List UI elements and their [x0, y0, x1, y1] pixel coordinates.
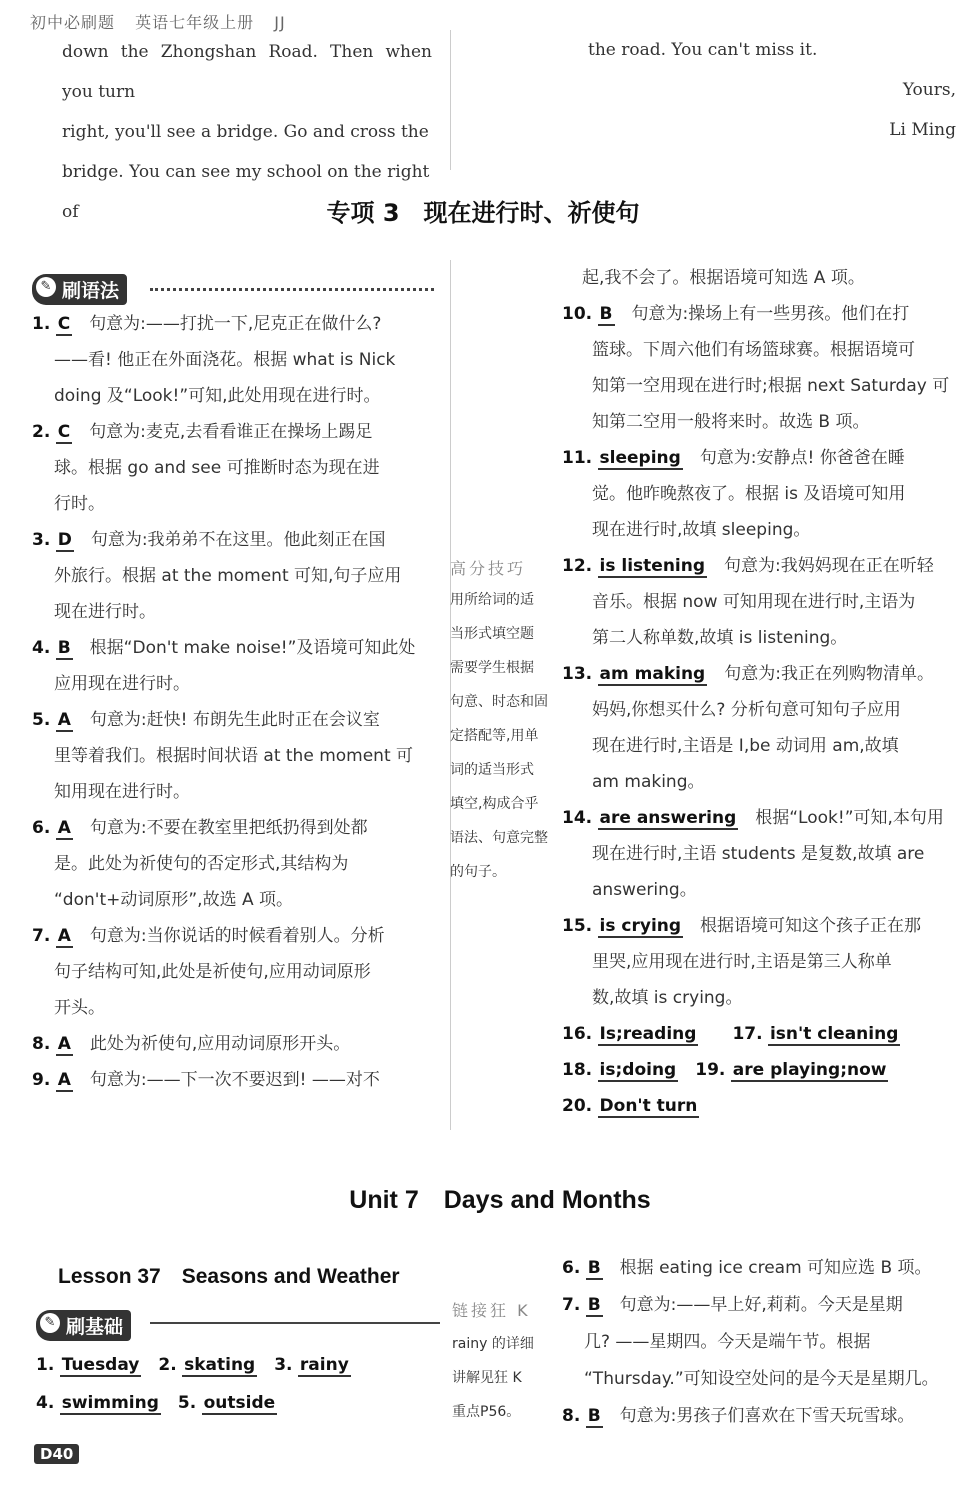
item-text: 此处为祈使句,应用动词原形开头。 — [89, 1034, 351, 1054]
item-answer: C — [57, 314, 71, 334]
item-text: 知用现在进行时。 — [54, 782, 190, 802]
item-number: 3. — [274, 1355, 293, 1375]
item-text: 句意为:当你说话的时候看着别人。分析 — [89, 926, 385, 946]
link-line: 重点P56。 — [452, 1404, 521, 1420]
list-item — [562, 1287, 962, 1398]
letter-line: right, you'll see a bridge. Go and cross the — [62, 122, 429, 142]
item-answer: is;doing — [599, 1060, 677, 1080]
item-text: 句意为:不要在教室里把纸扔得到处都 — [89, 818, 368, 838]
right-answer-list — [562, 260, 960, 1124]
tip-title: 高分技巧 — [450, 559, 527, 578]
grammar-badge — [32, 274, 127, 305]
item-answer: A — [57, 818, 71, 838]
letter-line: bridge. You can see my school on the right of — [62, 162, 430, 222]
item-text: 句意为:麦克,去看看谁正在操场上踢足 — [89, 422, 373, 442]
lesson-title: Lesson 37 Seasons and Weather — [58, 1265, 400, 1288]
basic-answers-row — [36, 1384, 351, 1422]
column-divider-top — [450, 30, 451, 170]
item-text: 句意为:男孩子们喜欢在下雪天玩雪球。 — [619, 1406, 915, 1426]
list-item — [32, 522, 436, 630]
item-number: 7. — [562, 1295, 581, 1315]
link-note — [452, 1298, 556, 1429]
item-text: 句意为:我正在列购物清单。 — [724, 664, 934, 684]
list-item — [562, 800, 960, 908]
item-text: 根据“Don't make noise!”及语境可知此处 — [89, 638, 416, 658]
item-text: 根据“Look!”可知,本句用 — [755, 808, 944, 828]
letter-closing: Yours, — [902, 80, 956, 100]
short-answers-row — [562, 1016, 960, 1052]
item-text: answering。 — [592, 880, 697, 900]
list-item — [562, 1250, 962, 1287]
short-answers-row — [562, 1088, 960, 1124]
item-answer: skating — [184, 1355, 256, 1375]
item-text: 句意为:——下一次不要迟到! ——对不 — [89, 1070, 380, 1090]
running-header — [30, 10, 300, 33]
item-text: 是。此处为祈使句的否定形式,其结构为 — [54, 854, 349, 874]
item-answer: B — [599, 304, 613, 324]
link-line: rainy 的详细 — [452, 1336, 534, 1352]
item-text: 里哭,应用现在进行时,主语是第三人称单 — [592, 952, 892, 972]
item-text: 根据语境可知这个孩子正在那 — [700, 916, 922, 936]
item-number: 2. — [158, 1355, 177, 1375]
page-number: D40 — [34, 1444, 79, 1464]
list-item — [32, 918, 436, 1026]
tip-line: 的句子。 — [450, 864, 506, 880]
item-text: 几? ——星期四。今天是端午节。根据 — [584, 1332, 871, 1352]
item-text: am making。 — [592, 772, 705, 792]
item-number: 8. — [562, 1406, 581, 1426]
item-number: 11. — [562, 448, 593, 468]
continued-text: 起,我不会了。根据语境可知选 A 项。 — [582, 268, 865, 288]
tip-line: 句意、时态和固 — [450, 694, 548, 710]
item-text: 句意为:赶快! 布朗先生此时正在会议室 — [89, 710, 380, 730]
tip-line: 语法、句意完整 — [450, 830, 548, 846]
item-answer: B — [57, 638, 71, 658]
item-text: 数,故填 is crying。 — [592, 988, 743, 1008]
item-text: 知第一空用现在进行时;根据 next Saturday 可 — [592, 376, 950, 396]
item-text: 句意为:——早上好,莉莉。今天是星期 — [619, 1295, 903, 1315]
link-text — [452, 1327, 556, 1429]
list-item — [562, 656, 960, 800]
item-number: 5. — [32, 710, 51, 730]
item-text: 现在进行时。 — [54, 602, 156, 622]
item-number: 19. — [695, 1060, 726, 1080]
item-text: “don't+动词原形”,故选 A 项。 — [54, 890, 294, 910]
book-name: 初中必刷题 — [30, 13, 116, 32]
basic-badge — [36, 1310, 131, 1341]
list-item — [32, 1026, 436, 1062]
item-number: 5. — [177, 1393, 197, 1413]
item-text: 第二人称单数,故填 is listening。 — [592, 628, 848, 648]
item-answer: sleeping — [599, 448, 681, 468]
letter-right-line: the road. You can't miss it. — [588, 40, 818, 60]
item-text: 球。根据 go and see 可推断时态为现在进 — [54, 458, 380, 478]
item-answer: are playing;now — [732, 1060, 887, 1080]
item-number: 1. — [36, 1355, 55, 1375]
section-title: 专项 3 现在进行时、祈使句 — [326, 199, 640, 227]
basic-badge-label: 刷基础 — [66, 1316, 124, 1338]
item-answer: B — [587, 1295, 601, 1315]
item-number: 6. — [32, 818, 51, 838]
tip-line: 用所给词的适 — [450, 592, 534, 608]
item-answer: B — [587, 1258, 601, 1278]
item-text: 现在进行时,主语 students 是复数,故填 are — [592, 844, 925, 864]
item-text: 现在进行时,故填 sleeping。 — [592, 520, 811, 540]
tip-text — [450, 583, 554, 889]
item-text: ——看! 他正在外面浇花。根据 what is Nick — [54, 350, 396, 370]
item-answer: swimming — [61, 1393, 159, 1413]
item-answer: A — [57, 1070, 71, 1090]
item-answer: is crying — [599, 916, 682, 936]
item-number: 6. — [562, 1258, 581, 1278]
edition: JJ — [274, 13, 286, 32]
list-item — [562, 1398, 962, 1435]
unit-title: Unit 7 Days and Months — [349, 1186, 651, 1214]
item-number: 13. — [562, 664, 593, 684]
item-answer: are answering — [599, 808, 737, 828]
item-answer: Don't turn — [599, 1096, 698, 1116]
item-number: 1. — [32, 314, 51, 334]
item-answer: Tuesday — [61, 1355, 140, 1375]
item-answer: A — [57, 1034, 71, 1054]
letter-line: down the Zhongshan Road. Then when you turn — [62, 42, 432, 102]
item-text: 句子结构可知,此处是祈使句,应用动词原形 — [54, 962, 371, 982]
item-answer: C — [57, 422, 71, 442]
tip-box — [450, 556, 554, 889]
item-answer: rainy — [299, 1355, 349, 1375]
item-number: 16. — [562, 1024, 593, 1044]
item-number: 14. — [562, 808, 593, 828]
short-answers-row — [562, 1052, 960, 1088]
item-answer: is listening — [599, 556, 706, 576]
item-text: 音乐。根据 now 可知用现在进行时,主语为 — [592, 592, 916, 612]
list-item — [32, 630, 436, 702]
pen-icon: ✎ — [40, 1313, 60, 1333]
item-number: 12. — [562, 556, 593, 576]
list-item — [562, 548, 960, 656]
list-item — [562, 296, 960, 440]
bottom-right-list — [562, 1250, 962, 1435]
item-number: 10. — [562, 304, 593, 324]
item-answer: outside — [203, 1393, 276, 1413]
item-text: 句意为:——打扰一下,尼克正在做什么? — [89, 314, 382, 334]
basic-answers — [36, 1346, 351, 1422]
item-text: 行时。 — [54, 494, 105, 514]
subject-name: 英语七年级上册 — [135, 13, 255, 32]
dotted-rule — [150, 288, 434, 291]
item-text: 里等着我们。根据时间状语 at the moment 可 — [54, 746, 414, 766]
letter-signature: Li Ming — [889, 120, 956, 140]
item-answer: isn't cleaning — [769, 1024, 899, 1044]
item-text: 句意为:操场上有一些男孩。他们在打 — [631, 304, 910, 324]
item-text: 现在进行时,主语是 I,be 动词用 am,故填 — [592, 736, 899, 756]
link-line: 讲解见狂 K — [452, 1370, 522, 1386]
basic-answers-row — [36, 1346, 351, 1384]
tip-line: 需要学生根据 — [450, 660, 534, 676]
tip-line: 定搭配等,用单 — [450, 728, 539, 744]
tip-line: 填空,构成合乎 — [450, 796, 539, 812]
tip-line: 当形式填空题 — [450, 626, 534, 642]
item-text: 妈妈,你想买什么? 分析句意可知句子应用 — [592, 700, 901, 720]
item-text: 句意为:我妈妈现在正在听轻 — [724, 556, 934, 576]
item-number: 4. — [32, 638, 51, 658]
item-answer: D — [57, 530, 72, 550]
left-answer-list — [32, 306, 436, 1098]
item-text: 句意为:我弟弟不在这里。他此刻正在国 — [90, 530, 386, 550]
item-text: 应用现在进行时。 — [54, 674, 190, 694]
list-item — [32, 306, 436, 414]
item-number: 9. — [32, 1070, 51, 1090]
list-item — [32, 810, 436, 918]
item-number: 2. — [32, 422, 51, 442]
item-text: 开头。 — [54, 998, 105, 1018]
list-item — [32, 1062, 436, 1098]
item-number: 20. — [562, 1096, 593, 1116]
item-answer: Is;reading — [599, 1024, 697, 1044]
list-item — [32, 702, 436, 810]
item-text: doing 及“Look!”可知,此处用现在进行时。 — [54, 386, 381, 406]
item-text: 篮球。下周六他们有场篮球赛。根据语境可 — [592, 340, 915, 360]
item-answer: A — [57, 926, 71, 946]
item-number: 4. — [36, 1393, 55, 1413]
item-number: 3. — [32, 530, 51, 550]
item-number: 7. — [32, 926, 51, 946]
item-number: 17. — [732, 1024, 763, 1044]
link-title: 链接狂 K — [452, 1301, 531, 1320]
item-number: 18. — [562, 1060, 593, 1080]
item-answer: A — [57, 710, 71, 730]
item-text: 外旅行。根据 at the moment 可知,句子应用 — [54, 566, 402, 586]
item-answer: am making — [599, 664, 706, 684]
item-answer: B — [587, 1406, 601, 1426]
item-text: 知第二空用一般将来时。故选 B 项。 — [592, 412, 870, 432]
item-text: 根据 eating ice cream 可知应选 B 项。 — [619, 1258, 932, 1278]
list-item — [32, 414, 436, 522]
list-item — [562, 908, 960, 1016]
item-text: “Thursday.”可知设空处问的是今天是星期几。 — [584, 1369, 939, 1389]
section-rule — [150, 1322, 440, 1324]
grammar-badge-label: 刷语法 — [62, 280, 120, 302]
item-number: 15. — [562, 916, 593, 936]
item-text: 句意为:安静点! 你爸爸在睡 — [699, 448, 905, 468]
tip-line: 词的适当形式 — [450, 762, 534, 778]
pen-icon: ✎ — [36, 277, 56, 297]
item-text: 觉。他昨晚熬夜了。根据 is 及语境可知用 — [592, 484, 906, 504]
list-item — [562, 440, 960, 548]
item-number: 8. — [32, 1034, 51, 1054]
